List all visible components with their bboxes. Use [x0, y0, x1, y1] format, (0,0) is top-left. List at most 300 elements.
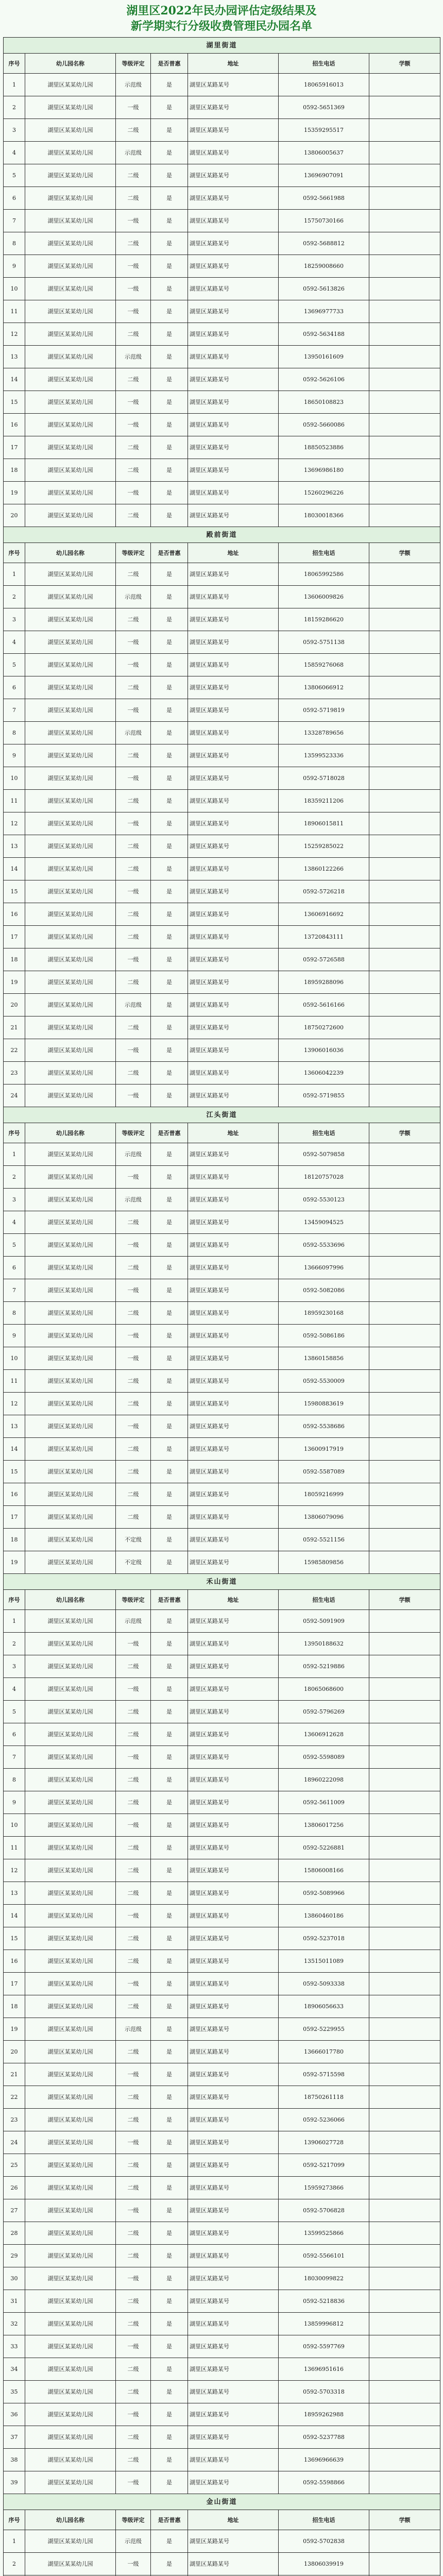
- table-row: [4, 1723, 440, 1746]
- cell-level: 二级: [116, 1655, 151, 1678]
- cell-inclusive: 是: [151, 1551, 188, 1574]
- cell-level: 一级: [116, 1633, 151, 1655]
- cell-seats: [369, 255, 440, 278]
- cell-phone: 0592-5082086: [279, 1279, 369, 1302]
- cell-inclusive: 是: [151, 368, 188, 391]
- cell-inclusive: 是: [151, 1039, 188, 1062]
- cell-index: 27: [4, 2199, 25, 2222]
- cell-seats: [369, 1701, 440, 1723]
- cell-phone: 0592-5219886: [279, 1655, 369, 1678]
- table-row: [4, 1859, 440, 1882]
- table-row: [4, 1279, 440, 1302]
- cell-index: 1: [4, 2530, 25, 2553]
- table-row: [4, 436, 440, 459]
- cell-index: 9: [4, 744, 25, 767]
- table-row: [4, 1950, 440, 1973]
- table-row: [4, 1995, 440, 2018]
- cell-kindergarten-name: 湖里区某某幼儿园: [25, 2403, 116, 2426]
- column-header: 等级评定: [116, 1123, 151, 1143]
- cell-address: 湖里区某路某号: [188, 1927, 279, 1950]
- cell-level: 一级: [116, 1279, 151, 1302]
- table-row: [4, 2177, 440, 2199]
- cell-index: 5: [4, 1234, 25, 1257]
- cell-phone: 18359211206: [279, 790, 369, 812]
- cell-inclusive: 是: [151, 676, 188, 699]
- cell-seats: [369, 210, 440, 232]
- cell-level: 二级: [116, 744, 151, 767]
- section-title: 江头街道: [4, 1107, 440, 1123]
- cell-kindergarten-name: 湖里区某某幼儿园: [25, 1166, 116, 1189]
- table-row: [4, 2109, 440, 2131]
- cell-address: 湖里区某路某号: [188, 586, 279, 608]
- table-row: [4, 586, 440, 608]
- cell-address: 湖里区某路某号: [188, 1325, 279, 1347]
- cell-seats: [369, 142, 440, 164]
- cell-inclusive: 是: [151, 2154, 188, 2177]
- cell-inclusive: 是: [151, 1084, 188, 1107]
- cell-index: 22: [4, 1039, 25, 1062]
- cell-phone: 0592-5706828: [279, 2199, 369, 2222]
- cell-kindergarten-name: 湖里区某某幼儿园: [25, 631, 116, 654]
- cell-address: 湖里区某路某号: [188, 790, 279, 812]
- table-row: [4, 1166, 440, 1189]
- cell-inclusive: 是: [151, 2063, 188, 2086]
- table-row: [4, 1529, 440, 1551]
- cell-kindergarten-name: 湖里区某某幼儿园: [25, 1370, 116, 1393]
- cell-address: 湖里区某路某号: [188, 2358, 279, 2381]
- cell-kindergarten-name: 湖里区某某幼儿园: [25, 1189, 116, 1211]
- cell-seats: [369, 1905, 440, 1927]
- cell-seats: [369, 608, 440, 631]
- column-header: 招生电话: [279, 543, 369, 563]
- cell-kindergarten-name: 湖里区某某幼儿园: [25, 2041, 116, 2063]
- cell-inclusive: 是: [151, 2381, 188, 2403]
- section-title: 殿前街道: [4, 527, 440, 543]
- table-row: [4, 971, 440, 994]
- cell-address: 湖里区某路某号: [188, 2041, 279, 2063]
- cell-index: 17: [4, 1506, 25, 1529]
- cell-kindergarten-name: 湖里区某某幼儿园: [25, 1905, 116, 1927]
- cell-inclusive: 是: [151, 1882, 188, 1905]
- cell-index: 6: [4, 1723, 25, 1746]
- table-row: [4, 1973, 440, 1995]
- table-row: [4, 346, 440, 368]
- cell-kindergarten-name: 湖里区某某幼儿园: [25, 278, 116, 300]
- cell-index: 7: [4, 1279, 25, 1302]
- cell-seats: [369, 1837, 440, 1859]
- cell-index: 8: [4, 1769, 25, 1791]
- cell-phone: 18059216999: [279, 1483, 369, 1506]
- cell-level: 二级: [116, 2449, 151, 2471]
- column-header: 等级评定: [116, 1590, 151, 1610]
- cell-level: 二级: [116, 1062, 151, 1084]
- cell-inclusive: 是: [151, 1211, 188, 1234]
- cell-kindergarten-name: 湖里区某某幼儿园: [25, 1791, 116, 1814]
- cell-seats: [369, 903, 440, 926]
- cell-seats: [369, 164, 440, 187]
- table-row: [4, 1610, 440, 1633]
- cell-index: 20: [4, 994, 25, 1016]
- cell-inclusive: 是: [151, 1062, 188, 1084]
- cell-level: 二级: [116, 323, 151, 346]
- column-header: 等级评定: [116, 2510, 151, 2530]
- cell-phone: 0592-5597769: [279, 2335, 369, 2358]
- cell-phone: 15859276068: [279, 654, 369, 676]
- cell-seats: [369, 1415, 440, 1438]
- column-header: 等级评定: [116, 543, 151, 563]
- cell-phone: 0592-5217099: [279, 2154, 369, 2177]
- column-header: 是否普惠: [151, 1590, 188, 1610]
- table-row: [4, 1438, 440, 1461]
- cell-seats: [369, 1551, 440, 1574]
- cell-address: 湖里区某路某号: [188, 2018, 279, 2041]
- cell-index: 2: [4, 1166, 25, 1189]
- cell-seats: [369, 1062, 440, 1084]
- table-row: [4, 368, 440, 391]
- cell-kindergarten-name: 湖里区某某幼儿园: [25, 1882, 116, 1905]
- cell-phone: 18959230168: [279, 1302, 369, 1325]
- column-header: 序号: [4, 1123, 25, 1143]
- cell-index: 11: [4, 1837, 25, 1859]
- cell-phone: 0592-5091909: [279, 1610, 369, 1633]
- cell-level: 示范级: [116, 994, 151, 1016]
- cell-level: 二级: [116, 608, 151, 631]
- cell-level: 一级: [116, 2267, 151, 2290]
- cell-inclusive: 是: [151, 1370, 188, 1393]
- cell-kindergarten-name: 湖里区某某幼儿园: [25, 96, 116, 119]
- cell-level: 二级: [116, 187, 151, 210]
- cell-seats: [369, 767, 440, 790]
- cell-seats: [369, 2426, 440, 2449]
- cell-kindergarten-name: 湖里区某某幼儿园: [25, 1325, 116, 1347]
- cell-seats: [369, 1166, 440, 1189]
- cell-inclusive: 是: [151, 1837, 188, 1859]
- cell-seats: [369, 676, 440, 699]
- cell-address: 湖里区某路某号: [188, 2177, 279, 2199]
- cell-kindergarten-name: 湖里区某某幼儿园: [25, 2426, 116, 2449]
- cell-inclusive: 是: [151, 2018, 188, 2041]
- cell-level: 二级: [116, 1995, 151, 2018]
- cell-index: 32: [4, 2313, 25, 2335]
- cell-seats: [369, 504, 440, 527]
- cell-inclusive: 是: [151, 482, 188, 504]
- cell-seats: [369, 2109, 440, 2131]
- cell-phone: 0592-5613826: [279, 278, 369, 300]
- cell-index: 14: [4, 1438, 25, 1461]
- cell-level: 一级: [116, 2471, 151, 2494]
- table-row: [4, 164, 440, 187]
- cell-phone: 0592-5719855: [279, 1084, 369, 1107]
- cell-kindergarten-name: 湖里区某某幼儿园: [25, 482, 116, 504]
- table-row: [4, 1370, 440, 1393]
- table-row: [4, 300, 440, 323]
- cell-phone: 18650108823: [279, 391, 369, 414]
- cell-level: 一级: [116, 2335, 151, 2358]
- table-row: [4, 1211, 440, 1234]
- cell-inclusive: 是: [151, 187, 188, 210]
- cell-address: 湖里区某路某号: [188, 2199, 279, 2222]
- cell-phone: 13806039919: [279, 2553, 369, 2575]
- column-header: 序号: [4, 543, 25, 563]
- cell-level: 二级: [116, 1859, 151, 1882]
- cell-kindergarten-name: 湖里区某某幼儿园: [25, 1837, 116, 1859]
- cell-address: 湖里区某路某号: [188, 1837, 279, 1859]
- cell-index: 21: [4, 1016, 25, 1039]
- cell-seats: [369, 744, 440, 767]
- cell-seats: [369, 1039, 440, 1062]
- cell-level: 二级: [116, 1927, 151, 1950]
- column-header: 招生电话: [279, 54, 369, 74]
- cell-seats: [369, 2553, 440, 2575]
- cell-index: 3: [4, 1189, 25, 1211]
- cell-phone: 0592-5715598: [279, 2063, 369, 2086]
- cell-kindergarten-name: 湖里区某某幼儿园: [25, 812, 116, 835]
- cell-phone: 13859996812: [279, 2313, 369, 2335]
- cell-level: 二级: [116, 232, 151, 255]
- column-header-row: [4, 54, 440, 74]
- cell-seats: [369, 2358, 440, 2381]
- cell-seats: [369, 1211, 440, 1234]
- cell-inclusive: 是: [151, 1166, 188, 1189]
- cell-kindergarten-name: 湖里区某某幼儿园: [25, 2530, 116, 2553]
- cell-kindergarten-name: 湖里区某某幼儿园: [25, 2290, 116, 2313]
- cell-index: 4: [4, 142, 25, 164]
- cell-kindergarten-name: 湖里区某某幼儿园: [25, 1701, 116, 1723]
- cell-kindergarten-name: 湖里区某某幼儿园: [25, 2222, 116, 2245]
- cell-phone: 18906056633: [279, 1995, 369, 2018]
- cell-address: 湖里区某路某号: [188, 1393, 279, 1415]
- cell-address: 湖里区某路某号: [188, 1973, 279, 1995]
- table-row: [4, 1927, 440, 1950]
- cell-phone: 15260296226: [279, 482, 369, 504]
- cell-inclusive: 是: [151, 1143, 188, 1166]
- column-header: 序号: [4, 2510, 25, 2530]
- cell-address: 湖里区某路某号: [188, 1415, 279, 1438]
- cell-phone: 0592-5616166: [279, 994, 369, 1016]
- table-body: [4, 38, 440, 2576]
- kindergarten-table: [3, 37, 440, 2576]
- cell-level: 二级: [116, 1701, 151, 1723]
- cell-address: 湖里区某路某号: [188, 2553, 279, 2575]
- cell-kindergarten-name: 湖里区某某幼儿园: [25, 504, 116, 527]
- cell-kindergarten-name: 湖里区某某幼儿园: [25, 2358, 116, 2381]
- cell-seats: [369, 1483, 440, 1506]
- cell-kindergarten-name: 湖里区某某幼儿园: [25, 1655, 116, 1678]
- cell-index: 6: [4, 676, 25, 699]
- cell-index: 18: [4, 948, 25, 971]
- table-row: [4, 1633, 440, 1655]
- cell-level: 二级: [116, 2086, 151, 2109]
- cell-index: 16: [4, 1483, 25, 1506]
- cell-inclusive: 是: [151, 722, 188, 744]
- cell-level: 二级: [116, 1438, 151, 1461]
- cell-seats: [369, 1234, 440, 1257]
- cell-kindergarten-name: 湖里区某某幼儿园: [25, 1279, 116, 1302]
- cell-level: 一级: [116, 631, 151, 654]
- cell-phone: 13696977733: [279, 300, 369, 323]
- table-row: [4, 2471, 440, 2494]
- cell-index: 15: [4, 1927, 25, 1950]
- cell-address: 湖里区某路某号: [188, 1769, 279, 1791]
- cell-level: 一级: [116, 1973, 151, 1995]
- cell-level: 二级: [116, 1723, 151, 1746]
- cell-address: 湖里区某路某号: [188, 903, 279, 926]
- cell-phone: 13950188632: [279, 1633, 369, 1655]
- cell-seats: [369, 2449, 440, 2471]
- cell-address: 湖里区某路某号: [188, 1234, 279, 1257]
- cell-index: 10: [4, 1814, 25, 1837]
- section-header-row: [4, 38, 440, 54]
- column-header: 等级评定: [116, 54, 151, 74]
- table-row: [4, 1837, 440, 1859]
- column-header: 学额: [369, 1123, 440, 1143]
- cell-index: 36: [4, 2403, 25, 2426]
- cell-level: 二级: [116, 971, 151, 994]
- cell-address: 湖里区某路某号: [188, 1166, 279, 1189]
- cell-phone: 0592-5726218: [279, 880, 369, 903]
- cell-inclusive: 是: [151, 2313, 188, 2335]
- section-title: 金山街道: [4, 2494, 440, 2510]
- cell-inclusive: 是: [151, 2267, 188, 2290]
- cell-inclusive: 是: [151, 2199, 188, 2222]
- cell-index: 10: [4, 278, 25, 300]
- cell-level: 一级: [116, 812, 151, 835]
- cell-inclusive: 是: [151, 1506, 188, 1529]
- cell-phone: 18159286620: [279, 608, 369, 631]
- cell-seats: [369, 812, 440, 835]
- cell-inclusive: 是: [151, 744, 188, 767]
- table-row: [4, 1143, 440, 1166]
- cell-kindergarten-name: 湖里区某某幼儿园: [25, 2449, 116, 2471]
- table-row: [4, 96, 440, 119]
- cell-address: 湖里区某路某号: [188, 1461, 279, 1483]
- table-row: [4, 391, 440, 414]
- table-row: [4, 1039, 440, 1062]
- cell-inclusive: 是: [151, 436, 188, 459]
- cell-index: 11: [4, 300, 25, 323]
- cell-inclusive: 是: [151, 1325, 188, 1347]
- table-row: [4, 119, 440, 142]
- table-row: [4, 1084, 440, 1107]
- cell-inclusive: 是: [151, 1701, 188, 1723]
- cell-phone: 13860460186: [279, 1905, 369, 1927]
- cell-level: 一级: [116, 654, 151, 676]
- cell-index: 23: [4, 1062, 25, 1084]
- column-header: 地址: [188, 54, 279, 74]
- cell-phone: 13599523336: [279, 744, 369, 767]
- cell-inclusive: 是: [151, 1746, 188, 1769]
- cell-address: 湖里区某路某号: [188, 2267, 279, 2290]
- cell-phone: 0592-5236066: [279, 2109, 369, 2131]
- cell-address: 湖里区某路某号: [188, 2245, 279, 2267]
- cell-inclusive: 是: [151, 1655, 188, 1678]
- cell-level: 二级: [116, 2177, 151, 2199]
- cell-index: 9: [4, 255, 25, 278]
- cell-address: 湖里区某路某号: [188, 391, 279, 414]
- table-row: [4, 699, 440, 722]
- cell-inclusive: 是: [151, 880, 188, 903]
- column-header: 幼儿园名称: [25, 54, 116, 74]
- cell-seats: [369, 1723, 440, 1746]
- cell-index: 28: [4, 2222, 25, 2245]
- cell-index: 2: [4, 2553, 25, 2575]
- table-row: [4, 1551, 440, 1574]
- cell-phone: 0592-5093338: [279, 1973, 369, 1995]
- cell-phone: 0592-5237018: [279, 1927, 369, 1950]
- cell-phone: 18065992586: [279, 563, 369, 586]
- cell-kindergarten-name: 湖里区某某幼儿园: [25, 1927, 116, 1950]
- cell-index: 10: [4, 767, 25, 790]
- column-header: 地址: [188, 1590, 279, 1610]
- cell-kindergarten-name: 湖里区某某幼儿园: [25, 391, 116, 414]
- table-row: [4, 858, 440, 880]
- cell-phone: 0592-5566101: [279, 2245, 369, 2267]
- cell-level: 二级: [116, 1769, 151, 1791]
- cell-seats: [369, 1302, 440, 1325]
- table-row: [4, 1746, 440, 1769]
- cell-inclusive: 是: [151, 1859, 188, 1882]
- cell-phone: 0592-5634188: [279, 323, 369, 346]
- table-row: [4, 903, 440, 926]
- cell-level: 二级: [116, 2290, 151, 2313]
- cell-inclusive: 是: [151, 255, 188, 278]
- cell-kindergarten-name: 湖里区某某幼儿园: [25, 459, 116, 482]
- cell-level: 一级: [116, 278, 151, 300]
- cell-kindergarten-name: 湖里区某某幼儿园: [25, 1393, 116, 1415]
- cell-inclusive: 是: [151, 1905, 188, 1927]
- cell-address: 湖里区某路某号: [188, 858, 279, 880]
- cell-address: 湖里区某路某号: [188, 1084, 279, 1107]
- cell-level: 二级: [116, 164, 151, 187]
- cell-inclusive: 是: [151, 563, 188, 586]
- cell-inclusive: 是: [151, 2086, 188, 2109]
- cell-phone: 0592-5598866: [279, 2471, 369, 2494]
- cell-phone: 13606912628: [279, 1723, 369, 1746]
- cell-kindergarten-name: 湖里区某某幼儿园: [25, 1769, 116, 1791]
- cell-index: 14: [4, 1905, 25, 1927]
- cell-phone: 13860122266: [279, 858, 369, 880]
- cell-index: 7: [4, 699, 25, 722]
- cell-level: 一级: [116, 1325, 151, 1347]
- cell-inclusive: 是: [151, 210, 188, 232]
- cell-level: 二级: [116, 1393, 151, 1415]
- table-row: [4, 2553, 440, 2575]
- column-header: 学额: [369, 54, 440, 74]
- cell-phone: 18750261118: [279, 2086, 369, 2109]
- cell-level: 二级: [116, 2041, 151, 2063]
- cell-inclusive: 是: [151, 1950, 188, 1973]
- cell-inclusive: 是: [151, 767, 188, 790]
- cell-level: 一级: [116, 767, 151, 790]
- cell-address: 湖里区某路某号: [188, 1950, 279, 1973]
- cell-phone: 13950161609: [279, 346, 369, 368]
- cell-level: 二级: [116, 1370, 151, 1393]
- cell-address: 湖里区某路某号: [188, 255, 279, 278]
- cell-address: 湖里区某路某号: [188, 323, 279, 346]
- cell-level: 一级: [116, 300, 151, 323]
- cell-seats: [369, 2199, 440, 2222]
- column-header: 是否普惠: [151, 54, 188, 74]
- cell-inclusive: 是: [151, 1973, 188, 1995]
- cell-level: 一级: [116, 1166, 151, 1189]
- cell-phone: 18959288096: [279, 971, 369, 994]
- cell-seats: [369, 1438, 440, 1461]
- cell-seats: [369, 699, 440, 722]
- cell-address: 湖里区某路某号: [188, 2131, 279, 2154]
- cell-inclusive: 是: [151, 2449, 188, 2471]
- cell-level: 一级: [116, 1905, 151, 1927]
- cell-kindergarten-name: 湖里区某某幼儿园: [25, 323, 116, 346]
